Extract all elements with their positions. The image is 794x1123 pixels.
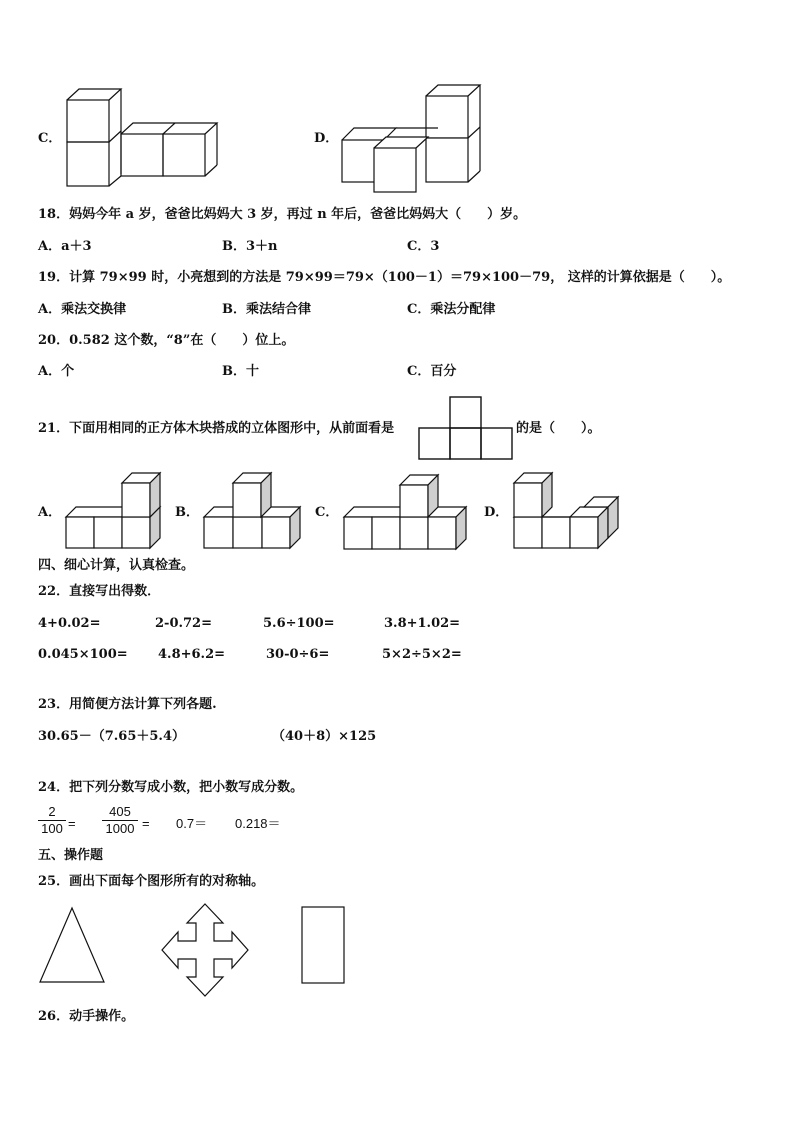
q19-stem: 19．计算 79×99 时，小亮想到的方法是 79×99＝79×（100－1）＝79×100－79， 这样的计算依据是（ ）。 [38,270,731,285]
q22-item-6: 4.8+6.2= [158,647,226,662]
q17-option-c-figure [66,86,218,188]
q24-stem: 24．把下列分数写成小数，把小数写成分数。 [38,780,304,795]
q24-decimal-1: 0.7＝ [176,816,208,831]
q18-stem: 18．妈妈今年 a 岁，爸爸比妈妈大 3 岁，再过 n 年后，爸爸比妈妈大（ ）岁。 [38,207,527,222]
q17-option-d-label: D． [314,131,339,146]
q18-option-b: B．3＋n [222,239,278,254]
q22-item-8: 5×2÷5×2= [382,647,462,662]
section-5-title: 五、操作题 [38,848,104,863]
q22-item-1: 4+0.02= [38,616,101,631]
q22-item-5: 0.045×100= [38,647,128,662]
q17-option-d-figure [340,84,482,194]
q19-option-b: B．乘法结合律 [222,302,311,317]
q23-item-2: （40＋8）×125 [272,729,377,744]
q18-option-a: A．a＋3 [38,239,92,254]
q19-option-c: C．乘法分配律 [407,302,496,317]
q18-option-c: C．3 [407,239,440,254]
q22-item-4: 3.8+1.02= [384,616,461,631]
q21-option-a-label: A． [38,505,62,520]
q26-stem: 26．动手操作。 [38,1009,135,1024]
q20-option-c: C．百分 [407,364,457,379]
q21-option-d-label: D． [484,505,509,520]
q22-stem: 22．直接写出得数． [38,584,161,599]
q21-option-b-label: B． [175,505,199,520]
section-4-title: 四、细心计算，认真检查。 [38,558,195,573]
q24-fraction-1-denominator: 100 [41,821,63,836]
q21-stem-after: 的是（ ）。 [516,421,601,436]
q21-front-view-figure [418,396,514,460]
q25-rectangle-figure [301,906,347,986]
q20-stem: 20．0.582 这个数，“8”在（ ）位上。 [38,333,295,348]
q24-fraction-2-denominator: 1000 [105,821,135,836]
q24-fraction-2-numerator: 405 [102,804,138,821]
q21-option-a-figure [64,472,164,550]
q24-equals-2: = [142,816,150,831]
q24-equals-1: = [68,816,76,831]
q20-option-a: A．个 [38,364,75,379]
q24-decimal-2: 0.218＝ [235,816,281,831]
q24-fraction-2 [102,804,138,837]
q22-item-2: 2-0.72= [155,616,212,631]
q17-option-c-label: C． [38,131,62,146]
q21-option-b-figure [202,472,304,550]
q25-stem: 25．画出下面每个图形所有的对称轴。 [38,874,265,889]
q23-stem: 23．用简便方法计算下列各题. [38,697,217,712]
q22-item-3: 5.6÷100= [263,616,335,631]
q24-fraction-1 [38,804,66,837]
q21-option-c-label: C． [315,505,339,520]
q19-option-a: A．乘法交换律 [38,302,127,317]
q21-stem-before: 21．下面用相同的正方体木块搭成的立体图形中，从前面看是 [38,421,395,436]
q22-item-7: 30-0÷6= [266,647,330,662]
q20-option-b: B．十 [222,364,259,379]
q24-fraction-1-numerator: 2 [38,804,66,821]
q25-four-arrow-figure [160,902,250,998]
q25-triangle-figure [38,906,106,984]
q21-option-c-figure [342,474,470,552]
q23-item-1: 30.65－（7.65＋5.4） [38,729,185,744]
q21-option-d-figure [512,472,622,550]
